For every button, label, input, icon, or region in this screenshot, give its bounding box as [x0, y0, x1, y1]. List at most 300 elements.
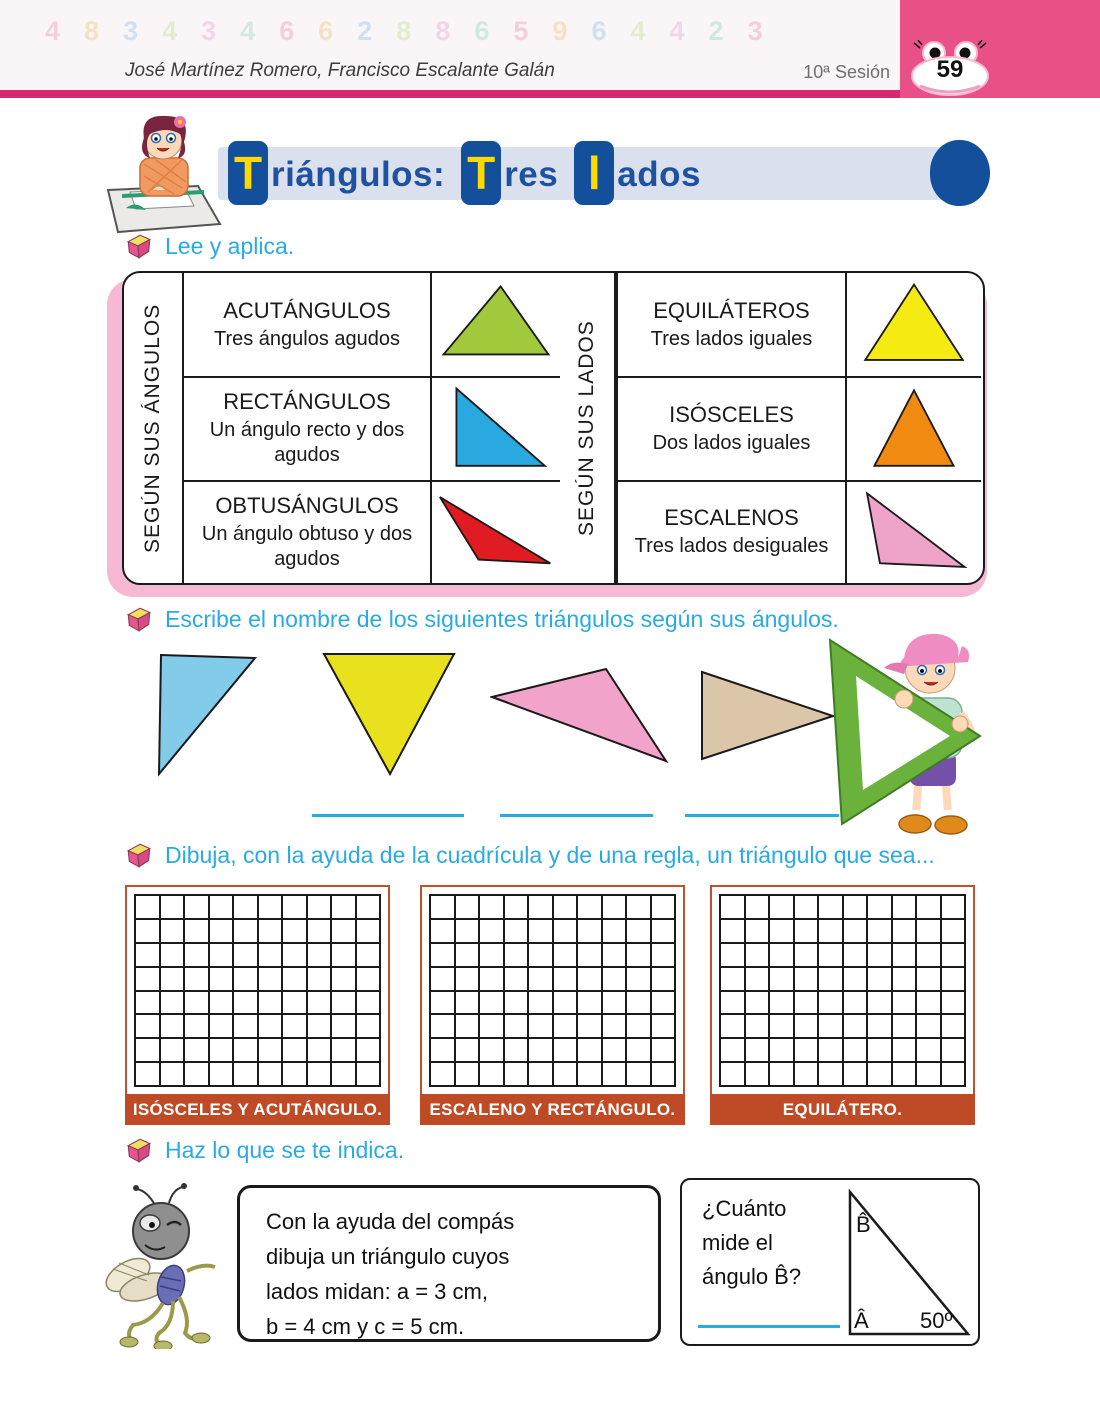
table-cell-right-triangle: [430, 376, 560, 479]
boy-with-triangle-illustration: [812, 624, 998, 838]
vertex-label-b: B̂: [856, 1212, 871, 1237]
grid-cell: [528, 943, 553, 967]
grid-cell: [528, 991, 553, 1015]
grid-cell: [160, 991, 185, 1015]
grid-cell: [892, 1014, 917, 1038]
grid-cell: [504, 991, 529, 1015]
grid-cell: [258, 1062, 283, 1086]
grid-cell: [479, 919, 504, 943]
grid-caption: ESCALENO Y RECTÁNGULO.: [420, 1094, 685, 1125]
instruction-text: Haz lo que se te indica.: [165, 1136, 405, 1163]
triangle-class-name: EQUILÁTEROS: [653, 297, 810, 323]
grid-cell: [818, 919, 843, 943]
grid-cell: [818, 967, 843, 991]
grid-cell: [455, 991, 480, 1015]
grid-cell: [356, 967, 381, 991]
table-cell-acute-triangle: [430, 273, 560, 376]
grid-cell: [258, 1014, 283, 1038]
grid-cell: [258, 991, 283, 1015]
grid-cell: [233, 991, 258, 1015]
table-cell-escalenos: [616, 480, 845, 583]
table-cell-equilateral-triangle: [845, 273, 981, 376]
grid-cell: [794, 1062, 819, 1086]
grid-cell: [941, 991, 966, 1015]
compass-task-text: lados midan: a = 3 cm,: [266, 1279, 488, 1304]
grid-cell: [258, 943, 283, 967]
grid-cell: [209, 967, 234, 991]
grid-cell: [184, 919, 209, 943]
acute-triangle-icon: [436, 279, 556, 371]
grid-cell: [307, 943, 332, 967]
cube-icon: [125, 232, 153, 260]
grid-cell: [769, 1062, 794, 1086]
angle-question-text: ¿Cuánto: [702, 1196, 787, 1221]
grid-cell: [818, 943, 843, 967]
table-header-angles: SEGÚN SUS ÁNGULOS: [141, 303, 164, 553]
grid-cell: [651, 991, 676, 1015]
grid-cell: [843, 1062, 868, 1086]
grid-cell: [818, 1062, 843, 1086]
grid-cell: [282, 1038, 307, 1062]
grid-cell: [769, 991, 794, 1015]
grid-cell: [160, 919, 185, 943]
table-cell-obtuse-triangle: [430, 480, 560, 583]
grid-cell: [818, 895, 843, 919]
grid-cell: [184, 1038, 209, 1062]
grid-cell: [528, 919, 553, 943]
grid-cell: [553, 991, 578, 1015]
grid-cell: [307, 967, 332, 991]
grid-cell: [720, 895, 745, 919]
grid-cell: [916, 919, 941, 943]
grid-cell: [602, 967, 627, 991]
grid-cell: [553, 1062, 578, 1086]
grid-cell: [282, 943, 307, 967]
grid-cell: [282, 919, 307, 943]
grid-cell: [720, 1014, 745, 1038]
grid-cell: [209, 895, 234, 919]
grid-cell: [258, 967, 283, 991]
grid-cell: [626, 895, 651, 919]
drawing-grid-panel-equilatero: [710, 885, 975, 1125]
grid-cell: [577, 895, 602, 919]
grid-cell: [356, 943, 381, 967]
grid-cell: [867, 1062, 892, 1086]
grid-cell: [430, 1014, 455, 1038]
decorative-numbers-strip: 4 8 3 4 3 4 6 6 2 8 8 6 5 9 6 4 4 2 3: [45, 16, 763, 46]
grid-cell: [867, 919, 892, 943]
grid-cell: [626, 919, 651, 943]
grid-cell: [892, 919, 917, 943]
grid-cell: [892, 943, 917, 967]
triangle-class-name: ESCALENOS: [664, 505, 799, 531]
cube-icon: [125, 1136, 153, 1164]
grid-cell: [528, 895, 553, 919]
grid-cell: [504, 1062, 529, 1086]
grid-cell: [430, 895, 455, 919]
grid-cell: [160, 1038, 185, 1062]
instruction-1: [125, 232, 294, 260]
instruction-4: [125, 1136, 404, 1164]
grid-cell: [769, 1014, 794, 1038]
grid-cell: [843, 991, 868, 1015]
grid-cell: [209, 943, 234, 967]
exercise2-triangle-2: [320, 650, 458, 778]
grid-cell: [160, 967, 185, 991]
grid-cell: [479, 895, 504, 919]
grid-cell: [307, 895, 332, 919]
angle-question-text: ángulo B̂?: [702, 1264, 802, 1289]
grid-cell: [430, 1062, 455, 1086]
isosceles-triangle-icon: [854, 383, 974, 475]
grid-cell: [745, 1014, 770, 1038]
grid-cell: [184, 1014, 209, 1038]
equilateral-triangle-icon: [854, 279, 974, 371]
grid-cell: [356, 895, 381, 919]
scalene-triangle-icon: [854, 486, 974, 578]
page-title: [228, 140, 717, 206]
grid-cell: [504, 1038, 529, 1062]
grid-cell: [720, 967, 745, 991]
page-number: 59: [936, 56, 964, 83]
grid-cell: [916, 943, 941, 967]
grid-cell: [843, 967, 868, 991]
grid-cell: [867, 991, 892, 1015]
triangle-class-description: Tres lados desiguales: [634, 535, 829, 558]
table-cell-scalene-triangle: [845, 480, 981, 583]
grid-cell: [626, 1038, 651, 1062]
grid-cell: [941, 1014, 966, 1038]
table-cell-rectangulos: [182, 376, 430, 479]
grid-cell: [602, 1062, 627, 1086]
grid-cell: [867, 895, 892, 919]
grid-cell: [941, 967, 966, 991]
grid-cell: [184, 991, 209, 1015]
grid-cell: [504, 943, 529, 967]
grid-cell: [528, 1038, 553, 1062]
grid-cell: [626, 991, 651, 1015]
compass-task-text: Con la ayuda del compás: [266, 1209, 515, 1234]
grid-cell: [720, 1062, 745, 1086]
grid-cell: [209, 919, 234, 943]
grid-cell: [356, 1038, 381, 1062]
grid-cell: [794, 967, 819, 991]
grid-cell: [818, 991, 843, 1015]
grid-cell: [626, 1014, 651, 1038]
grid-cell: [504, 967, 529, 991]
grid-cell: [455, 1038, 480, 1062]
triangle-class-description: Dos lados iguales: [652, 431, 811, 454]
triangle-class-name: OBTUSÁNGULOS: [215, 492, 399, 518]
fly-illustration: [103, 1183, 239, 1349]
triangle-class-name: RECTÁNGULOS: [223, 389, 391, 415]
grid-cell: [843, 919, 868, 943]
grid-cell: [430, 943, 455, 967]
grid-cell: [282, 1014, 307, 1038]
grid-cell: [135, 1014, 160, 1038]
grid-cell: [794, 919, 819, 943]
instruction-text: Lee y aplica.: [165, 232, 295, 259]
grid-cell: [941, 1062, 966, 1086]
grid-cell: [455, 943, 480, 967]
right-triangle-icon: [436, 383, 556, 475]
instruction-text: Escribe el nombre de los siguientes triángulos según sus ángulos.: [165, 605, 839, 632]
grid-cell: [160, 895, 185, 919]
angle-question: [702, 1192, 801, 1294]
authors-line: José Martínez Romero, Francisco Escalante Galán: [125, 60, 555, 81]
grid-cell: [941, 895, 966, 919]
answer-line-3[interactable]: [500, 814, 653, 817]
grid-cell: [794, 943, 819, 967]
grid-cell: [916, 967, 941, 991]
session-label: 10ª Sesión: [803, 62, 890, 82]
title-word: riángulos:: [271, 155, 446, 194]
instruction-2: [125, 605, 839, 633]
grid-cell: [282, 1062, 307, 1086]
grid-cell: [720, 919, 745, 943]
grid-cell: [184, 967, 209, 991]
grid-cell: [455, 1014, 480, 1038]
table-cell-isosceles-triangle: [845, 376, 981, 479]
grid-cell: [577, 1014, 602, 1038]
grid-cell: [794, 1014, 819, 1038]
triangle-class-description: Un ángulo recto y dos agudos: [209, 419, 405, 467]
grid-cell: [941, 919, 966, 943]
compass-task-box: [237, 1185, 661, 1342]
grid-cell: [602, 895, 627, 919]
grid-cell: [916, 1038, 941, 1062]
grid-cell: [651, 1062, 676, 1086]
grid-cell: [892, 1062, 917, 1086]
grid-caption: EQUILÁTERO.: [710, 1094, 975, 1125]
grid-cell: [331, 967, 356, 991]
angle-triangle-figure: [844, 1186, 976, 1342]
grid-cell: [916, 991, 941, 1015]
angle-question-text: mide el: [702, 1230, 773, 1255]
grid-cell: [233, 919, 258, 943]
drawing-grid-panel-isosceles: [125, 885, 390, 1125]
cube-icon: [125, 841, 153, 869]
instruction-text: Dibuja, con la ayuda de la cuadrícula y de una regla, un triángulo que sea...: [165, 841, 935, 868]
grid-cell: [135, 967, 160, 991]
grid-cell: [794, 1038, 819, 1062]
grid-cell: [745, 943, 770, 967]
grid-cell: [307, 1038, 332, 1062]
grid-cell: [745, 967, 770, 991]
grid-cell: [602, 919, 627, 943]
grid-cell: [307, 919, 332, 943]
grid-cell: [769, 967, 794, 991]
grid-cell: [769, 943, 794, 967]
triangle-class-name: ACUTÁNGULOS: [223, 297, 391, 323]
exercise2-triangle-1: [158, 652, 258, 777]
grid-cell: [282, 895, 307, 919]
grid-cell: [430, 919, 455, 943]
grid-cell: [307, 991, 332, 1015]
grid-cell: [160, 943, 185, 967]
grid-cell: [720, 1038, 745, 1062]
grid-cell: [135, 943, 160, 967]
grid-cell: [331, 919, 356, 943]
grid-cell: [843, 895, 868, 919]
table-cell-equilateros: [616, 273, 845, 376]
grid-cell: [282, 967, 307, 991]
grid-cell: [135, 919, 160, 943]
grid-cell: [307, 1014, 332, 1038]
grid-cell: [258, 895, 283, 919]
grid-cell: [233, 1014, 258, 1038]
grid-cell: [331, 991, 356, 1015]
grid-cell: [455, 1062, 480, 1086]
drawing-grid[interactable]: [429, 894, 676, 1087]
grid-cell: [479, 967, 504, 991]
grid-cell: [843, 1014, 868, 1038]
grid-cell: [720, 991, 745, 1015]
grid-cell: [233, 943, 258, 967]
grid-cell: [794, 991, 819, 1015]
grid-cell: [209, 991, 234, 1015]
grid-cell: [553, 895, 578, 919]
grid-cell: [233, 1062, 258, 1086]
grid-cell: [843, 943, 868, 967]
angle-task-box: [680, 1178, 980, 1346]
grid-cell: [528, 967, 553, 991]
grid-cell: [916, 1014, 941, 1038]
grid-cell: [184, 895, 209, 919]
grid-cell: [553, 1038, 578, 1062]
angle-value-label: 50º: [920, 1308, 953, 1333]
grid-cell: [455, 967, 480, 991]
grid-cell: [941, 1038, 966, 1062]
grid-cell: [430, 1038, 455, 1062]
grid-cell: [745, 919, 770, 943]
page-number-box: [900, 0, 1100, 98]
drawing-grid-panel-escaleno: [420, 885, 685, 1125]
grid-cell: [331, 895, 356, 919]
triangle-classification-table: [122, 271, 985, 585]
grid-cell: [553, 1014, 578, 1038]
grid-cell: [233, 1038, 258, 1062]
grid-cell: [626, 1062, 651, 1086]
grid-cell: [160, 1062, 185, 1086]
grid-cell: [577, 943, 602, 967]
grid-cell: [602, 1038, 627, 1062]
grid-caption: ISÓSCELES Y ACUTÁNGULO.: [125, 1094, 390, 1125]
grid-cell: [331, 1038, 356, 1062]
grid-cell: [135, 1038, 160, 1062]
grid-cell: [331, 1014, 356, 1038]
grid-cell: [769, 1038, 794, 1062]
grid-cell: [479, 1014, 504, 1038]
triangle-class-description: Tres ángulos agudos: [213, 327, 401, 350]
grid-cell: [577, 1038, 602, 1062]
grid-cell: [892, 1038, 917, 1062]
grid-cell: [651, 943, 676, 967]
table-cell-obtusangulos: [182, 480, 430, 583]
grid-cell: [651, 1014, 676, 1038]
compass-task-text: b = 4 cm y c = 5 cm.: [266, 1314, 465, 1339]
grid-cell: [135, 895, 160, 919]
grid-cell: [892, 991, 917, 1015]
title-word: ados: [617, 155, 701, 194]
title-initial: T: [461, 141, 501, 205]
grid-cell: [528, 1014, 553, 1038]
table-cell-acutangulos: [182, 273, 430, 376]
grid-cell: [651, 1038, 676, 1062]
grid-cell: [745, 991, 770, 1015]
title-capsule-decoration: [930, 140, 990, 206]
grid-cell: [430, 967, 455, 991]
grid-cell: [479, 991, 504, 1015]
grid-cell: [160, 1014, 185, 1038]
grid-cell: [577, 919, 602, 943]
drawing-grid[interactable]: [719, 894, 966, 1087]
grid-cell: [233, 967, 258, 991]
grid-cell: [331, 943, 356, 967]
grid-cell: [602, 943, 627, 967]
grid-cell: [867, 967, 892, 991]
grid-cell: [745, 895, 770, 919]
grid-cell: [794, 895, 819, 919]
answer-line-2[interactable]: [312, 814, 464, 817]
triangle-class-name: ISÓSCELES: [669, 401, 794, 427]
grid-cell: [135, 1062, 160, 1086]
girl-illustration: [100, 112, 228, 234]
grid-cell: [282, 991, 307, 1015]
grid-cell: [209, 1014, 234, 1038]
exercise2-triangle-3: [490, 665, 670, 765]
grid-cell: [209, 1038, 234, 1062]
drawing-grid[interactable]: [134, 894, 381, 1087]
grid-cell: [331, 1062, 356, 1086]
grid-cell: [769, 895, 794, 919]
grid-cell: [479, 943, 504, 967]
grid-cell: [356, 1062, 381, 1086]
grid-cell: [233, 895, 258, 919]
grid-cell: [577, 991, 602, 1015]
grid-cell: [867, 943, 892, 967]
grid-cell: [651, 919, 676, 943]
grid-cell: [135, 991, 160, 1015]
grid-cell: [430, 991, 455, 1015]
grid-cell: [307, 1062, 332, 1086]
cube-icon: [125, 605, 153, 633]
grid-cell: [258, 1038, 283, 1062]
grid-cell: [651, 895, 676, 919]
grid-cell: [455, 895, 480, 919]
grid-cell: [553, 919, 578, 943]
instruction-3: [125, 841, 935, 869]
grid-cell: [818, 1038, 843, 1062]
angle-answer-line[interactable]: [698, 1325, 840, 1328]
grid-cell: [577, 1062, 602, 1086]
grid-cell: [577, 967, 602, 991]
grid-cell: [892, 895, 917, 919]
grid-cell: [602, 1014, 627, 1038]
grid-cell: [720, 943, 745, 967]
title-word: res: [504, 155, 559, 194]
grid-cell: [626, 943, 651, 967]
grid-cell: [602, 991, 627, 1015]
compass-task-text: dibuja un triángulo cuyos: [266, 1244, 510, 1269]
grid-cell: [843, 1038, 868, 1062]
grid-cell: [916, 1062, 941, 1086]
obtuse-triangle-icon: [436, 486, 556, 578]
answer-line-4[interactable]: [685, 814, 839, 817]
grid-cell: [745, 1038, 770, 1062]
grid-cell: [356, 991, 381, 1015]
grid-cell: [455, 919, 480, 943]
